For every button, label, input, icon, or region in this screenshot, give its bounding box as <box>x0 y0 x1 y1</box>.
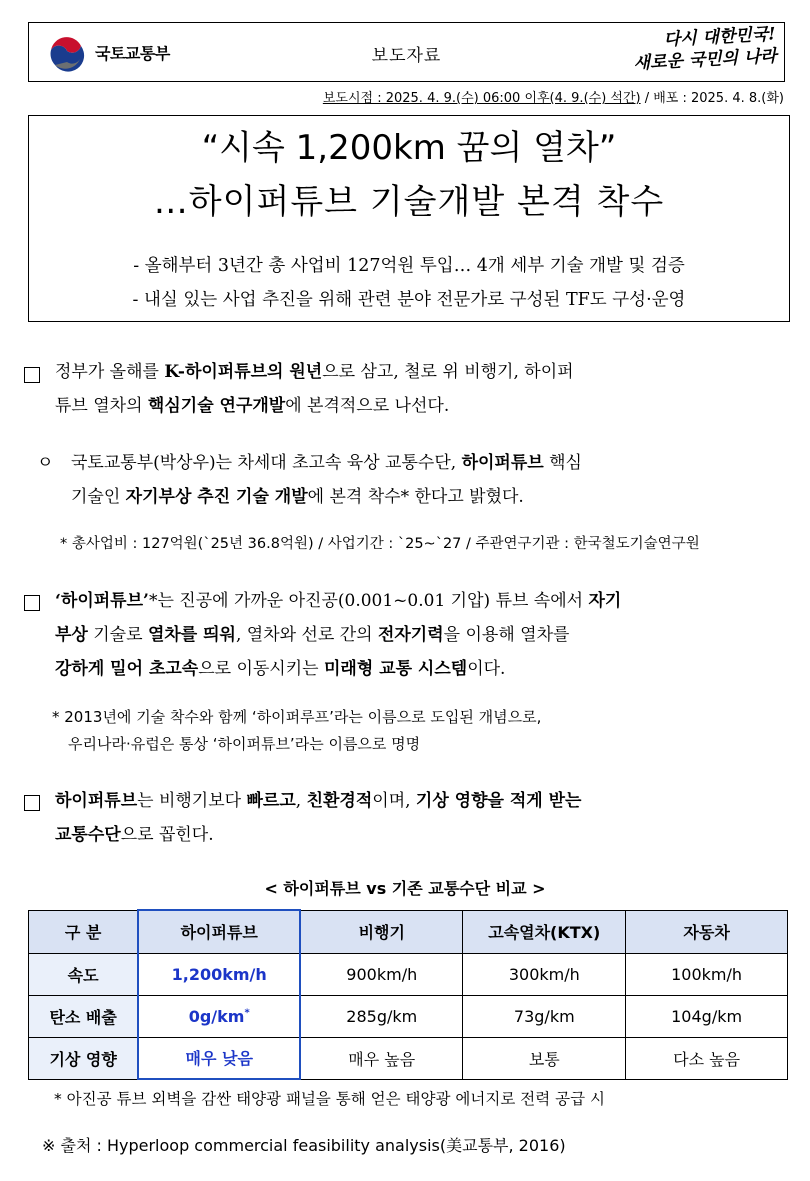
distribution-date: / 배포 : 2025. 4. 8.(화) <box>640 91 784 106</box>
table-cell: 300km/h <box>463 953 626 995</box>
table-footnote: * 아진공 튜브 외벽을 감싼 태양광 패널을 통해 얻은 태양광 에너지로 전력 공급 시 <box>54 1090 605 1108</box>
headline-line-2: …하이퍼튜브 기술개발 본격 착수 <box>153 182 665 222</box>
table-header-cell: 고속열차(KTX) <box>463 910 626 953</box>
headline-line-1: “시속 1,200km 꿈의 열차” <box>201 128 617 168</box>
table-row <box>29 953 788 995</box>
paragraph-1-line-1: 정부가 올해를 K-하이퍼튜브의 원년으로 삼고, 철로 위 비행기, 하이퍼 <box>55 362 574 382</box>
table-row <box>29 995 788 1037</box>
doc-type-label: 보도자료 <box>371 46 442 66</box>
table-header-cell: 자동차 <box>626 910 788 953</box>
table-cell: 매우 높음 <box>300 1037 463 1079</box>
paragraph-1-sub-line-1: 국토교통부(박상우)는 차세대 초고속 육상 교통수단, 하이퍼튜브 핵심 <box>71 453 582 473</box>
table-cell: 100km/h <box>626 953 788 995</box>
paragraph-3 <box>55 784 581 852</box>
subheadline-2: - 내실 있는 사업 추진을 위해 관련 분야 전문가로 구성된 TF도 구성·운영 <box>132 290 686 310</box>
slogan-line-2: 새로운 국민의 나라 <box>632 46 778 74</box>
paragraph-2-line-3: 강하게 밀어 초고속으로 이동시키는 미래형 교통 시스템이다. <box>55 659 506 679</box>
table-header-cell: 구 분 <box>29 910 139 953</box>
checkbox-bullet-icon <box>24 595 40 611</box>
checkbox-bullet-icon <box>24 795 40 811</box>
table-row-header: 기상 영향 <box>29 1037 139 1079</box>
table-row <box>29 1037 788 1079</box>
embargo-time: 보도시점 : 2025. 4. 9.(수) 06:00 이후(4. 9.(수) 석간) <box>322 91 641 106</box>
paragraph-1 <box>55 355 574 423</box>
table-header-cell: 하이퍼튜브 <box>138 910 300 953</box>
paragraph-1-sub <box>71 446 582 514</box>
table-cell: 0g/km* <box>138 995 300 1037</box>
subheadline-1: - 올해부터 3년간 총 사업비 127억원 투입… 4개 세부 기술 개발 및 검증 <box>133 256 685 276</box>
table-cell: 73g/km <box>463 995 626 1037</box>
slogan-line-1: 다시 대한민국! <box>663 24 776 51</box>
paragraph-2-line-1: ‘하이퍼튜브’*는 진공에 가까운 아진공(0.001~0.01 기압) 튜브 속에서 자기 <box>55 591 622 611</box>
comparison-table <box>28 909 788 1080</box>
circle-bullet: ㅇ <box>37 453 54 473</box>
paragraph-1-line-2: 튜브 열차의 핵심기술 연구개발에 본격적으로 나선다. <box>55 396 450 416</box>
table-cell: 900km/h <box>300 953 463 995</box>
checkbox-bullet-icon <box>24 367 40 383</box>
release-info <box>323 87 784 106</box>
budget-footnote: * 총사업비 : 127억원(`25년 36.8억원) / 사업기간 : `25~`27 / 주관연구기관 : 한국철도기술연구원 <box>60 536 700 552</box>
headline-box <box>28 115 790 322</box>
table-row-header: 탄소 배출 <box>29 995 139 1037</box>
table-header-cell: 비행기 <box>300 910 463 953</box>
table-title: < 하이퍼튜브 vs 기존 교통수단 비교 > <box>264 879 546 898</box>
table-row-header: 속도 <box>29 953 139 995</box>
ministry-name: 국토교통부 <box>95 43 170 63</box>
header-box <box>28 22 785 82</box>
paragraph-1-sub-line-2: 기술인 자기부상 추진 기술 개발에 본격 착수* 한다고 밝혔다. <box>71 487 524 507</box>
table-cell: 1,200km/h <box>138 953 300 995</box>
slogan <box>632 23 777 74</box>
table-cell: 다소 높음 <box>626 1037 788 1079</box>
paragraph-3-line-1: 하이퍼튜브는 비행기보다 빠르고, 친환경적이며, 기상 영향을 적게 받는 <box>55 791 582 811</box>
paragraph-2 <box>55 584 621 686</box>
paragraph-3-line-2: 교통수단으로 꼽힌다. <box>55 825 214 845</box>
source-note: ※ 출처 : Hyperloop commercial feasibility analysis(美교통부, 2016) <box>42 1136 566 1155</box>
hyperloop-footnote-1: * 2013년에 기술 착수와 함께 ‘하이퍼루프’라는 이름으로 도입된 개념으로, <box>52 708 542 726</box>
table-cell: 보통 <box>463 1037 626 1079</box>
table-header-row <box>29 910 788 953</box>
table-cell: 285g/km <box>300 995 463 1037</box>
table-cell: 매우 낮음 <box>138 1037 300 1079</box>
paragraph-2-line-2: 부상 기술로 열차를 띄워, 열차와 선로 간의 전자기력을 이용해 열차를 <box>55 625 570 645</box>
footnote-mark: * <box>244 1007 250 1019</box>
hyperloop-footnote-2: 우리나라·유럽은 통상 ‘하이퍼튜브’라는 이름으로 명명 <box>68 735 421 753</box>
table-cell: 104g/km <box>626 995 788 1037</box>
